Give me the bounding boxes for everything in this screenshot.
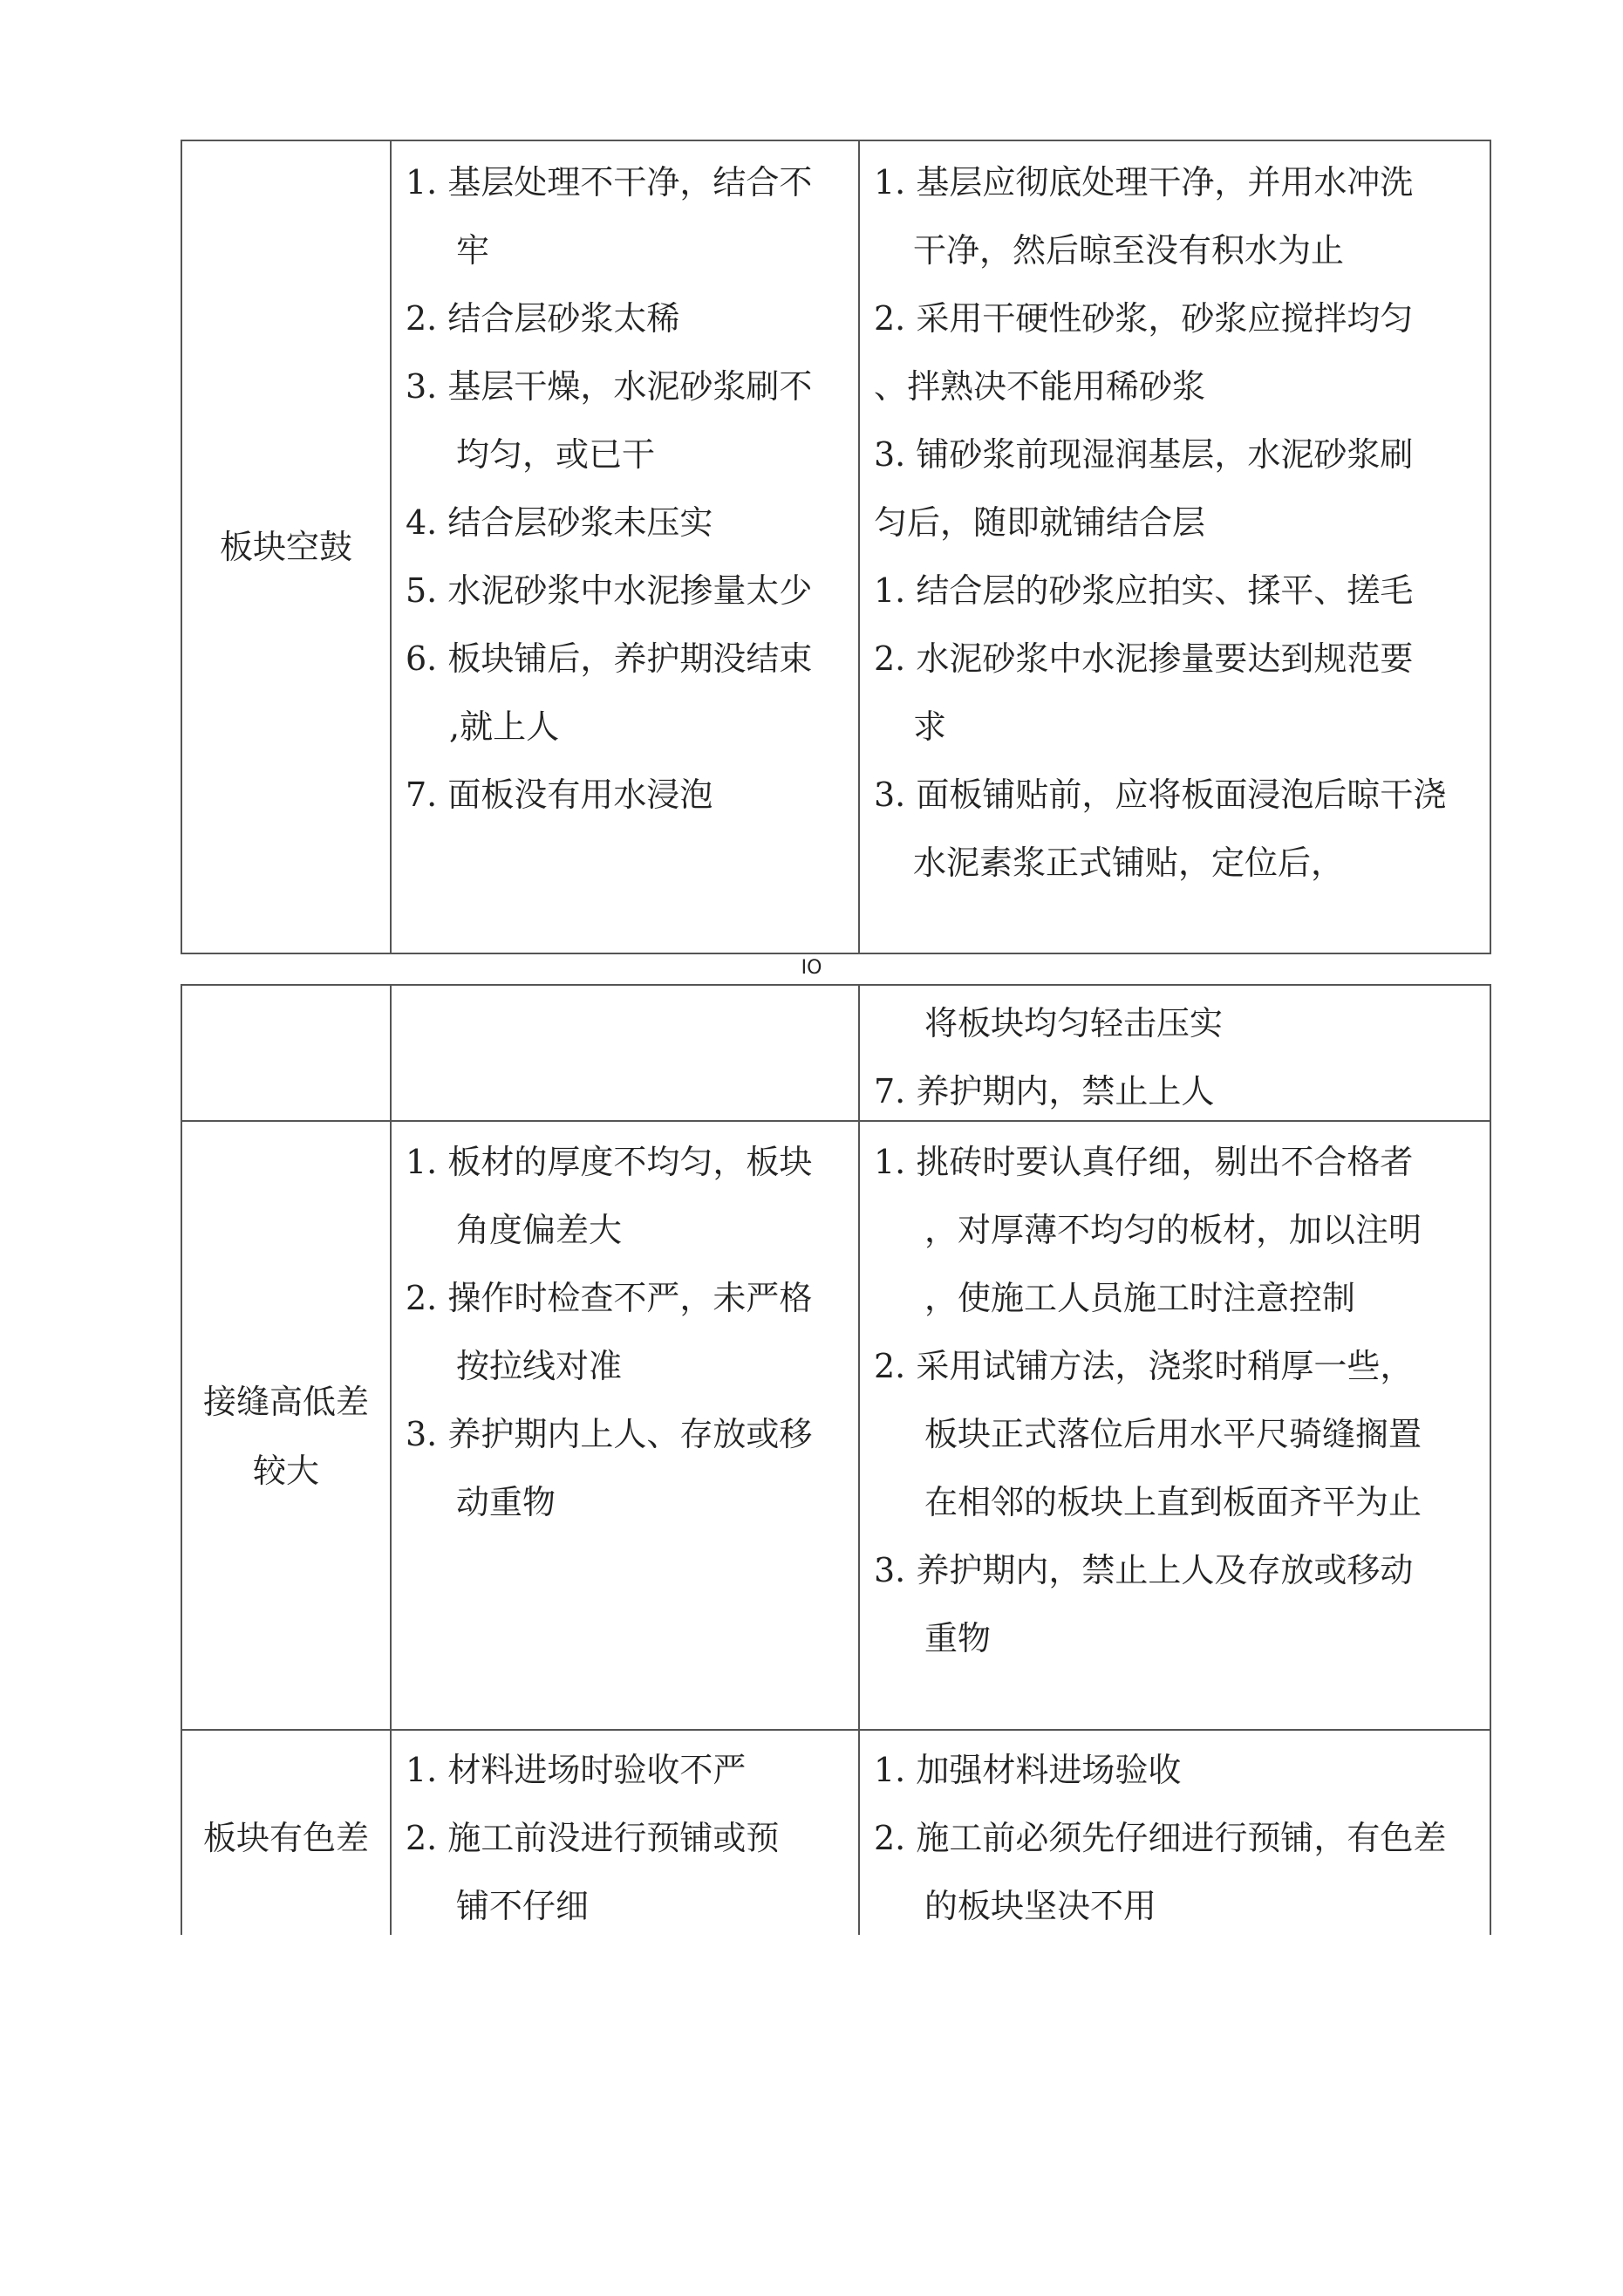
list-item: 1. 基层处理不干净，结合不 <box>406 163 813 202</box>
issue-cell: 板块有色差 <box>202 1819 369 1857</box>
list-item: 水泥素浆正式铺贴，定位后， <box>913 844 1345 882</box>
list-item: 1. 材料进场时验收不严 <box>406 1751 747 1789</box>
list-item: 1. 挑砖时要认真仔细，剔出不合格者 <box>874 1143 1414 1181</box>
list-item: 3. 基层干燥，水泥砂浆刷不 <box>406 367 813 406</box>
list-item: 4. 结合层砂浆未压实 <box>406 503 713 542</box>
list-item: 均匀，或已干 <box>456 435 656 474</box>
list-item: 、拌熟决不能用稀砂浆 <box>874 367 1206 406</box>
table-border-top <box>181 984 1491 986</box>
list-item: 3. 铺砂浆前现湿润基层，水泥砂浆刷 <box>874 435 1414 474</box>
list-item: 牢 <box>456 231 490 270</box>
column-divider <box>390 984 392 1935</box>
list-item: 7. 面板没有用水浸泡 <box>406 776 713 814</box>
list-item: 7. 养护期内，禁止上人 <box>874 1072 1215 1110</box>
list-item: ,就上人 <box>449 707 560 746</box>
row-divider <box>181 1729 1491 1731</box>
list-item: 将板块均匀轻击压实 <box>924 1004 1224 1042</box>
list-item: 3. 面板铺贴前，应将板面浸泡后晾干浇 <box>874 776 1447 814</box>
list-item: 6. 板块铺后，养护期没结束 <box>406 639 813 678</box>
issue-cell: 板块空鼓 <box>219 528 352 566</box>
list-item: ，使施工人员施工时注意控制 <box>924 1279 1356 1317</box>
column-divider <box>858 984 860 1935</box>
list-item: 2. 结合层砂浆太稀 <box>406 299 680 338</box>
list-item: 1. 结合层的砂浆应拍实、揉平、搓毛 <box>874 571 1414 610</box>
column-divider <box>390 140 392 954</box>
list-item: 5. 水泥砂浆中水泥掺量太少 <box>406 571 813 610</box>
list-item: 1. 基层应彻底处理干净，并用水冲洗 <box>874 163 1414 202</box>
table-border-bottom <box>181 953 1491 954</box>
table-border-right <box>1490 984 1491 1935</box>
table-border-right <box>1490 140 1491 954</box>
list-item: 2. 操作时检查不严，未严格 <box>406 1279 813 1317</box>
list-item: ，对厚薄不均匀的板材，加以注明 <box>924 1211 1422 1249</box>
list-item: 板块正式落位后用水平尺骑缝搁置 <box>924 1415 1422 1453</box>
list-item: 2. 施工前必须先仔细进行预铺，有色差 <box>874 1819 1447 1857</box>
list-item: 铺不仔细 <box>456 1887 590 1925</box>
list-item: 动重物 <box>456 1483 556 1521</box>
row-divider <box>181 1120 1491 1122</box>
list-item: 按拉线对准 <box>456 1347 623 1385</box>
list-item: 2. 采用干硬性砂浆，砂浆应搅拌均匀 <box>874 299 1414 338</box>
issue-line: 接缝高低差 <box>202 1383 369 1421</box>
list-item: 3. 养护期内，禁止上人及存放或移动 <box>874 1551 1414 1589</box>
list-item: 3. 养护期内上人、存放或移 <box>406 1415 813 1453</box>
list-item: 的板块坚决不用 <box>924 1887 1157 1925</box>
issue-line: 较大 <box>252 1452 319 1490</box>
list-item: 求 <box>913 707 947 746</box>
list-item: 2. 水泥砂浆中水泥掺量要达到规范要 <box>874 639 1414 678</box>
list-item: 匀后，随即就铺结合层 <box>874 503 1206 542</box>
issue-cell <box>182 1368 390 1506</box>
list-item: 重物 <box>924 1619 992 1657</box>
list-item: 2. 施工前没进行预铺或预 <box>406 1819 780 1857</box>
page-number: IO <box>801 957 822 979</box>
list-item: 干净，然后晾至没有积水为止 <box>913 231 1345 270</box>
list-item: 角度偏差大 <box>456 1211 623 1249</box>
list-item: 1. 板材的厚度不均匀，板块 <box>406 1143 813 1181</box>
table-border-top <box>181 140 1491 141</box>
column-divider <box>858 140 860 954</box>
list-item: 2. 采用试铺方法，浇浆时稍厚一些， <box>874 1347 1414 1385</box>
list-item: 在相邻的板块上直到板面齐平为止 <box>924 1483 1422 1521</box>
list-item: 1. 加强材料进场验收 <box>874 1751 1182 1789</box>
